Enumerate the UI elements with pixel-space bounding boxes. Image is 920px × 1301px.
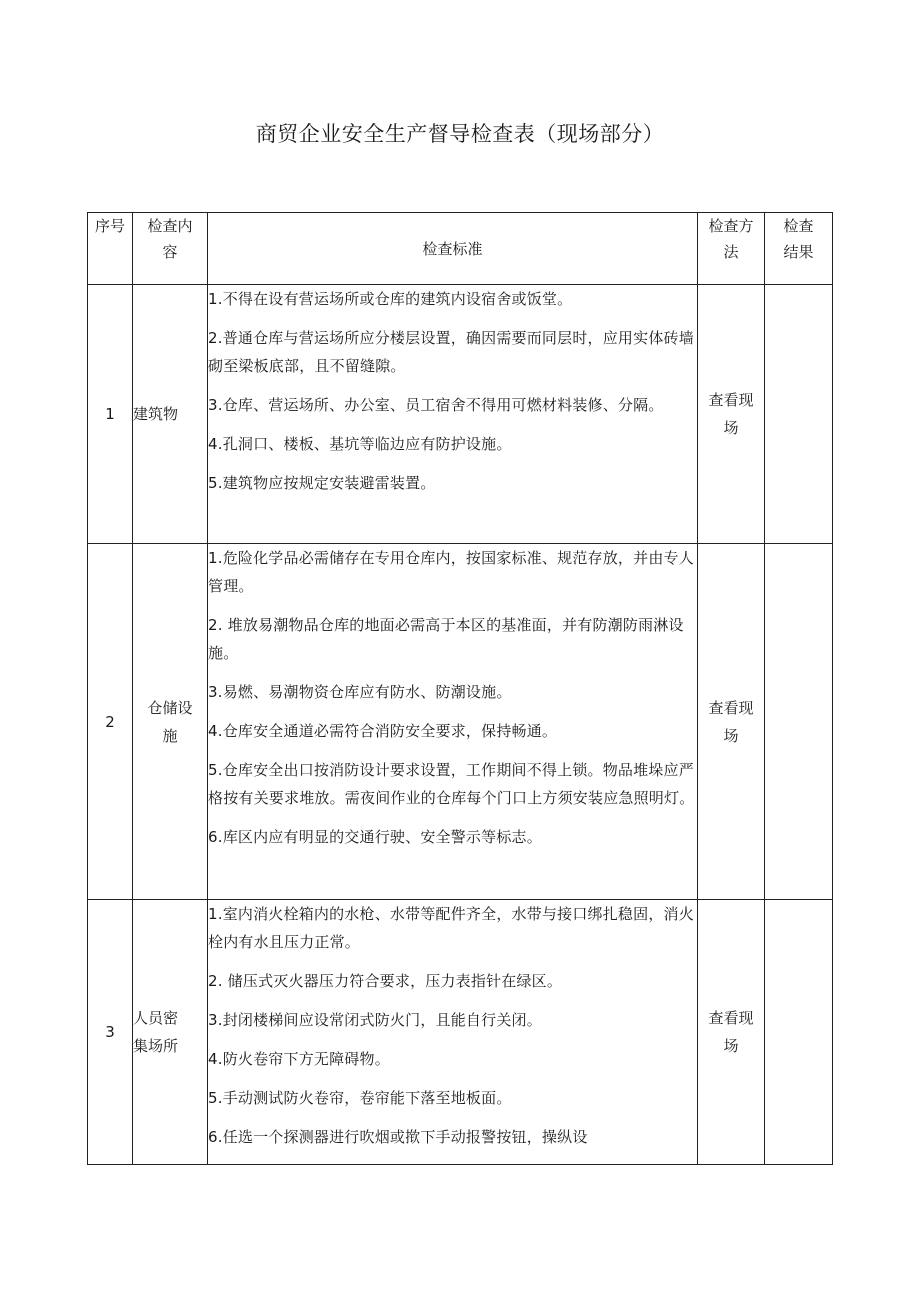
row-method-line1: 查看现 [708, 1009, 754, 1027]
table-row [88, 285, 833, 544]
header-item-line2: 容 [162, 243, 178, 261]
row-number: 1 [88, 285, 133, 544]
row-item-line1: 人员密 [133, 1009, 179, 1027]
row-method-line2: 场 [723, 726, 739, 745]
header-result-line2: 结果 [783, 243, 814, 261]
row-standards [208, 285, 698, 544]
standard-item: 3.易燃、易潮物资仓库应有防水、防潮设施。 [208, 683, 512, 701]
row-item [133, 285, 208, 544]
header-row [88, 213, 833, 285]
standard-item: 5.仓库安全出口按消防设计要求设置，工作期间不得上锁。物品堆垛应严格按有关要求堆放。需夜间作业的仓库每个门口上方须安装应急照明灯。 [208, 761, 695, 807]
header-standard: 检查标准 [208, 213, 698, 285]
row-method-line2: 场 [723, 1037, 739, 1055]
row-method [698, 900, 765, 1165]
row-method [698, 544, 765, 900]
standard-item: 3.仓库、营运场所、办公室、员工宿舍不得用可燃材料装修、分隔。 [208, 396, 664, 414]
row-result-cell[interactable] [765, 544, 833, 900]
row-method [698, 285, 765, 544]
row-result-cell[interactable] [765, 900, 833, 1165]
standard-item: 1.室内消火栓箱内的水枪、水带等配件齐全，水带与接口绑扎稳固，消火栓内有水且压力正常。 [208, 905, 694, 951]
table-row [88, 544, 833, 900]
standard-item: 5.建筑物应按规定安装避雷装置。 [208, 474, 436, 492]
standard-item: 6.任选一个探测器进行吹烟或揿下手动报警按钮，操纵设 [208, 1128, 588, 1146]
row-item-line1: 建筑物 [133, 405, 179, 423]
page-title: 商贸企业安全生产督导检查表（现场部分） [255, 122, 665, 146]
row-item [133, 900, 208, 1165]
standard-item: 4.孔洞口、楼板、基坑等临边应有防护设施。 [208, 435, 512, 453]
standard-item: 5.手动测试防火卷帘，卷帘能下落至地板面。 [208, 1089, 512, 1107]
table-row [88, 900, 833, 1165]
row-item-line1: 仓储设 [147, 698, 193, 717]
standard-item: 2. 储压式灭火器压力符合要求，压力表指针在绿区。 [208, 972, 563, 990]
standard-item: 1.不得在设有营运场所或仓库的建筑内设宿舍或饭堂。 [208, 290, 573, 308]
header-result-line1: 检查 [783, 217, 814, 235]
row-result-cell[interactable] [765, 285, 833, 544]
standard-item: 1.危险化学品必需储存在专用仓库内，按国家标准、规范存放，并由专人管理。 [208, 549, 694, 595]
row-method-line1: 查看现 [708, 698, 754, 717]
header-no: 序号 [88, 213, 133, 285]
header-method [698, 213, 765, 285]
row-standards [208, 544, 698, 900]
header-item [133, 213, 208, 285]
row-item-line2: 集场所 [133, 1037, 179, 1055]
header-result [765, 213, 833, 285]
standard-item: 3.封闭楼梯间应设常闭式防火门，且能自行关闭。 [208, 1011, 542, 1029]
row-method-line1: 查看现 [708, 391, 754, 409]
row-item-line2: 施 [162, 726, 178, 745]
header-item-line1: 检查内 [147, 217, 193, 235]
row-item [133, 544, 208, 900]
standard-item: 4.仓库安全通道必需符合消防安全要求，保持畅通。 [208, 722, 558, 740]
standard-item: 2. 堆放易潮物品仓库的地面必需高于本区的基准面，并有防潮防雨淋设施。 [208, 616, 684, 662]
standard-item: 6.库区内应有明显的交通行驶、安全警示等标志。 [208, 828, 542, 846]
inspection-table [87, 212, 833, 1165]
row-number: 2 [88, 544, 133, 900]
header-method-line2: 法 [723, 243, 739, 261]
standard-item: 4.防火卷帘下方无障碍物。 [208, 1050, 390, 1068]
row-method-line2: 场 [723, 419, 739, 437]
row-standards [208, 900, 698, 1165]
header-method-line1: 检查方 [708, 217, 754, 235]
row-number: 3 [88, 900, 133, 1165]
standard-item: 2.普通仓库与营运场所应分楼层设置，确因需要而同层时，应用实体砖墙砌至梁板底部，且不留缝隙。 [208, 329, 694, 375]
